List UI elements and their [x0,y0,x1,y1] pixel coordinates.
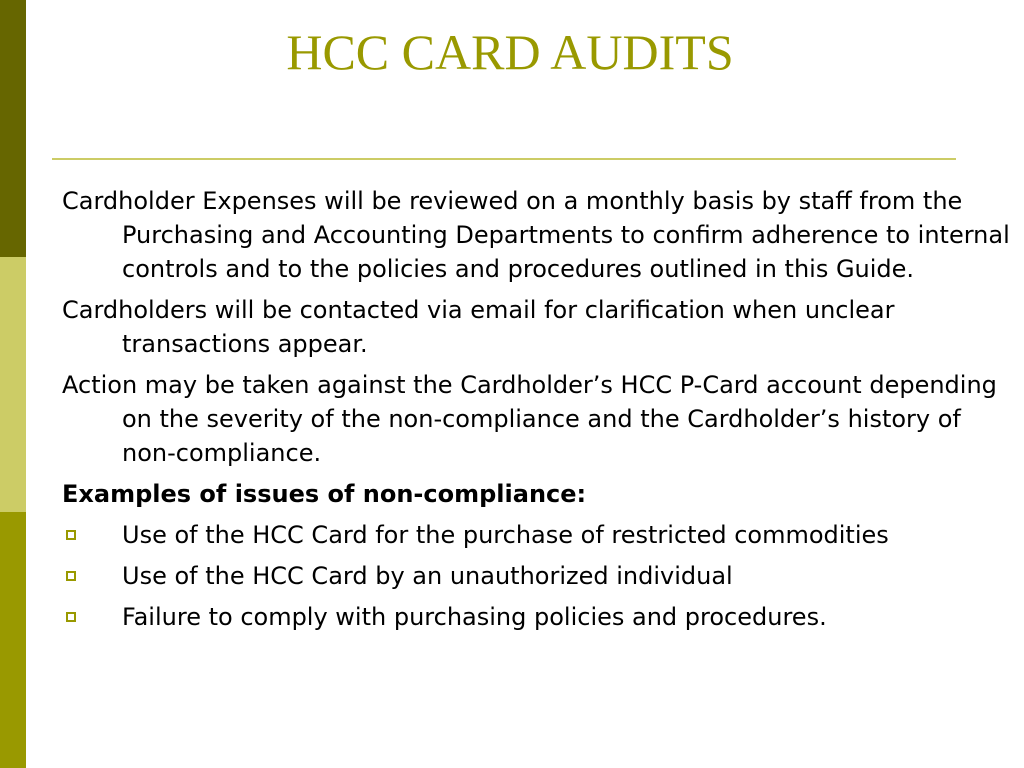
square-bullet-icon [66,530,76,540]
side-bar-middle-segment [0,257,26,512]
title-divider [52,158,956,160]
bullet-item [62,518,1020,552]
side-bar-top-segment [0,0,26,257]
side-bar-bottom-segment [0,512,26,768]
bullet-text: Use of the HCC Card by an unauthorized individual [122,562,733,590]
bullet-item [62,600,1020,634]
bullet-item [62,559,1020,593]
examples-heading: Examples of issues of non-compliance: [62,480,587,508]
paragraph-action-taken: Action may be taken against the Cardholder’s HCC P-Card account depending on the severity of the non-compliance and the Cardholder’s history of non-compliance. [62,371,997,467]
side-accent-bar [0,0,26,768]
square-bullet-icon [66,612,76,622]
slide-body [62,184,1020,641]
bullet-text: Failure to comply with purchasing policies and procedures. [122,603,827,631]
paragraph-contact-email: Cardholders will be contacted via email for clarification when unclear transactions appear. [62,296,895,358]
square-bullet-icon [66,571,76,581]
paragraph-expense-review: Cardholder Expenses will be reviewed on a monthly basis by staff from the Purchasing and Accounting Departments to confirm adherence to internal controls and to the policies and procedures outlined in this Guide. [62,187,1010,283]
slide-title: HCC CARD AUDITS [286,24,734,80]
bullet-text: Use of the HCC Card for the purchase of restricted commodities [122,521,889,549]
